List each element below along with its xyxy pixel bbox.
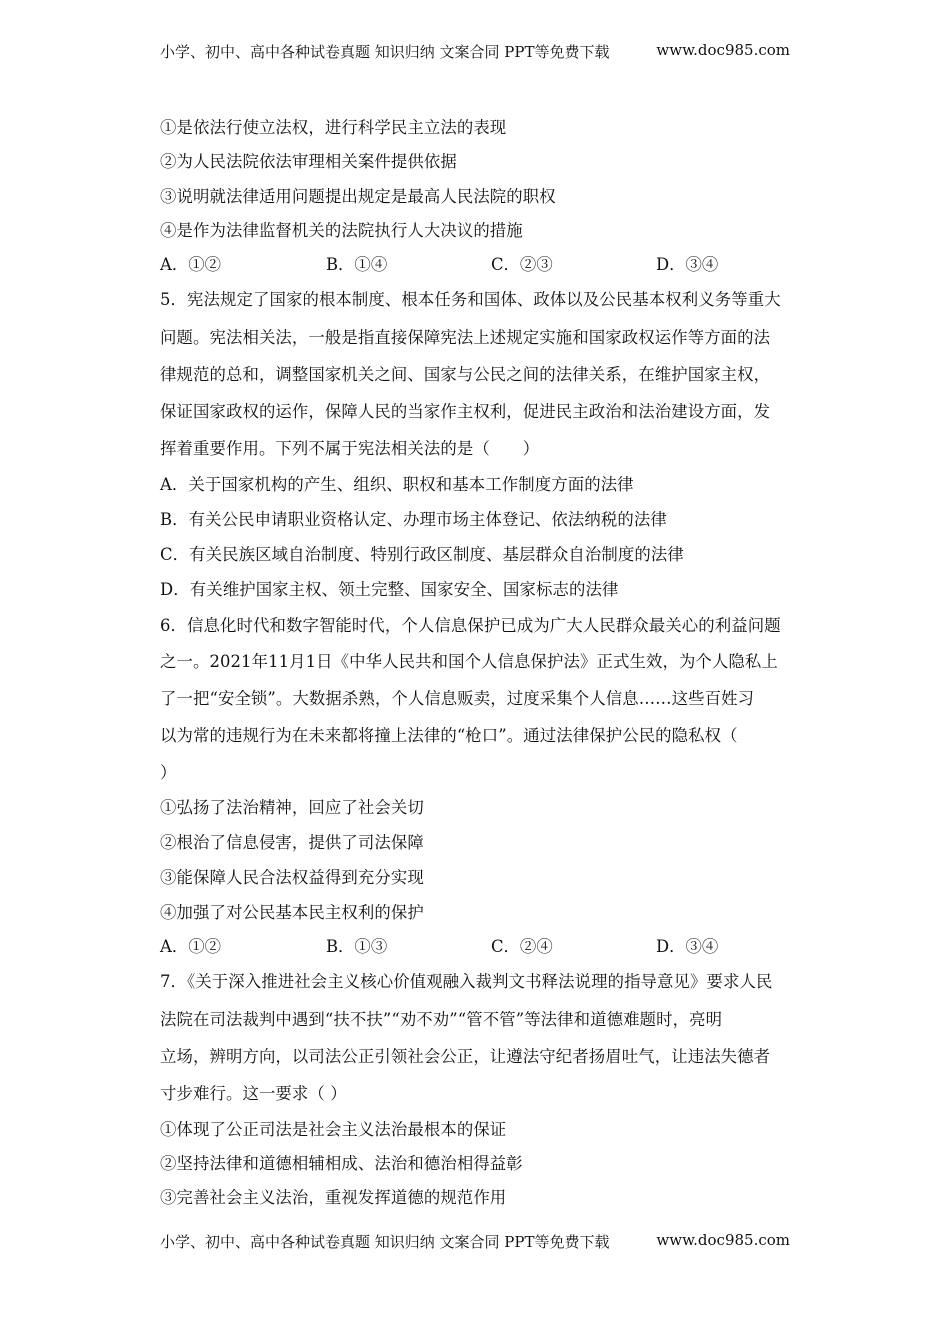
- option-c: C．②④: [491, 937, 553, 956]
- statement: ③能保障人民合法权益得到充分实现: [160, 868, 424, 887]
- stem-line: 7．《关于深入推进社会主义核心价值观融入裁判文书释法说理的指导意见》要求人民: [160, 972, 773, 991]
- stem-line: 6．信息化时代和数字智能时代，个人信息保护已成为广大人民群众最关心的利益问题: [160, 616, 781, 635]
- stem-line: 法院在司法裁判中遇到“扶不扶”“劝不劝”“管不管”等法律和道德难题时，亮明: [160, 1010, 723, 1029]
- stem-line: 问题。宪法相关法，一般是指直接保障宪法上述规定实施和国家政权运作等方面的法: [160, 328, 771, 347]
- page-header: [160, 41, 790, 62]
- option-d: D．③④: [656, 255, 719, 274]
- option-b: B．①④: [326, 255, 388, 274]
- stem-line: 律规范的总和，调整国家机关之间、国家与公民之间的法律关系，在维护国家主权，: [160, 365, 771, 384]
- stem-line: 以为常的违规行为在未来都将撞上法律的“枪口”。通过法律保护公民的隐私权（: [160, 726, 738, 745]
- statement: ①体现了公正司法是社会主义法治最根本的保证: [160, 1120, 507, 1139]
- header-url[interactable]: www.doc985.com: [656, 41, 790, 59]
- option-c: C．②③: [491, 255, 553, 274]
- stem-line: 了一把“安全锁”。大数据杀熟，个人信息贩卖，过度采集个人信息……这些百姓习: [160, 689, 755, 708]
- statement: ①弘扬了法治精神，回应了社会关切: [160, 798, 424, 817]
- option-a: A．①②: [160, 937, 222, 956]
- stem-line: 立场，辨明方向，以司法公正引领社会公正，让遵法守纪者扬眉吐气，让违法失德者: [160, 1047, 771, 1066]
- statement: ②根治了信息侵害，提供了司法保障: [160, 833, 424, 852]
- option-a: A．关于国家机构的产生、组织、职权和基本工作制度方面的法律: [160, 475, 634, 494]
- page-footer: [160, 1231, 790, 1252]
- stem-line: 挥着重要作用。下列不属于宪法相关法的是（ ）: [160, 439, 540, 458]
- statement: ②为人民法院依法审理相关案件提供依据: [160, 152, 457, 171]
- header-text: 小学、初中、高中各种试卷真题 知识归纳 文案合同 PPT等免费下载: [160, 43, 610, 61]
- option-c: C．有关民族区域自治制度、特别行政区制度、基层群众自治制度的法律: [160, 545, 684, 564]
- statement: ③完善社会主义法治，重视发挥道德的规范作用: [160, 1188, 507, 1207]
- option-b: B．①③: [326, 937, 388, 956]
- stem-line: 寸步难行。这一要求（ ）: [160, 1084, 347, 1103]
- stem-line: ）: [160, 763, 177, 782]
- statement: ①是依法行使立法权，进行科学民主立法的表现: [160, 118, 507, 137]
- stem-line: 之一。2021年11月1日《中华人民共和国个人信息保护法》正式生效，为个人隐私上: [160, 652, 778, 671]
- option-d: D．③④: [656, 937, 719, 956]
- stem-line: 保证国家政权的运作，保障人民的当家作主权利，促进民主政治和法治建设方面，发: [160, 402, 771, 421]
- statement: ②坚持法律和道德相辅相成、法治和德治相得益彰: [160, 1154, 523, 1173]
- option-a: A．①②: [160, 255, 222, 274]
- statement: ④加强了对公民基本民主权利的保护: [160, 903, 424, 922]
- footer-url[interactable]: www.doc985.com: [656, 1231, 790, 1249]
- option-d: D．有关维护国家主权、领土完整、国家安全、国家标志的法律: [160, 580, 619, 599]
- option-b: B．有关公民申请职业资格认定、办理市场主体登记、依法纳税的法律: [160, 510, 667, 529]
- stem-line: 5．宪法规定了国家的根本制度、根本任务和国体、政体以及公民基本权利义务等重大: [160, 290, 781, 309]
- footer-text: 小学、初中、高中各种试卷真题 知识归纳 文案合同 PPT等免费下载: [160, 1233, 610, 1251]
- statement: ③说明就法律适用问题提出规定是最高人民法院的职权: [160, 187, 556, 206]
- statement: ④是作为法律监督机关的法院执行人大决议的措施: [160, 221, 523, 240]
